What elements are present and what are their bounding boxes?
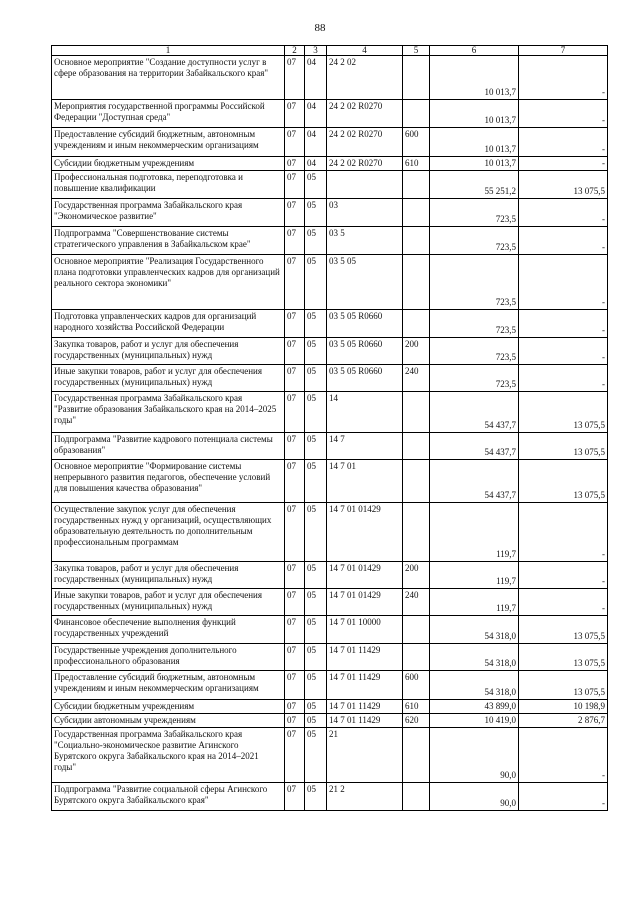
table-body [52, 46, 608, 811]
row-expense-type [403, 503, 430, 562]
row-expense-type [403, 100, 430, 128]
row-amount: 90,0 [430, 728, 519, 783]
row-expense-type [403, 392, 430, 433]
table-row [52, 227, 608, 255]
row-amount: 723,5 [430, 255, 519, 310]
row-section: 07 [285, 365, 305, 392]
row-section: 07 [285, 171, 305, 199]
row-amount: 54 318,0 [430, 671, 519, 700]
row-name: Профессиональная подготовка, переподготовка и повышение квалификации [52, 171, 285, 199]
row-amount: 10 013,7 [430, 100, 519, 128]
table-row [52, 616, 608, 644]
row-subvention: - [519, 199, 608, 227]
column-header: 3 [305, 46, 327, 56]
row-target-code: 24 2 02 R0270 [327, 128, 403, 157]
row-name: Субсидии автономным учреждениям [52, 714, 285, 728]
row-name: Субсидии бюджетным учреждениям [52, 700, 285, 714]
row-target-code: 24 2 02 [327, 56, 403, 100]
row-target-code: 03 [327, 199, 403, 227]
page-number: 88 [314, 22, 326, 34]
row-target-code [327, 171, 403, 199]
row-subvention: - [519, 589, 608, 616]
row-subvention: 13 075,5 [519, 171, 608, 199]
row-section: 07 [285, 714, 305, 728]
row-name: Закупка товаров, работ и услуг для обеспечения государственных (муниципальных) нужд [52, 562, 285, 589]
row-target-code: 03 5 05 R0660 [327, 338, 403, 365]
row-name: Иные закупки товаров, работ и услуг для обеспечения государственных (муниципальных) нужд [52, 589, 285, 616]
row-target-code: 21 2 [327, 783, 403, 811]
row-amount: 10 013,7 [430, 56, 519, 100]
row-expense-type: 200 [403, 562, 430, 589]
row-subsection: 05 [305, 700, 327, 714]
row-target-code: 14 7 01 01429 [327, 503, 403, 562]
row-subsection: 05 [305, 562, 327, 589]
column-header-row [52, 46, 608, 56]
row-section: 07 [285, 128, 305, 157]
row-amount: 90,0 [430, 783, 519, 811]
row-subsection: 04 [305, 100, 327, 128]
row-amount: 43 899,0 [430, 700, 519, 714]
row-subvention: - [519, 338, 608, 365]
table-row [52, 589, 608, 616]
table-row [52, 728, 608, 783]
row-name: Государственная программа Забайкальского края "Социально-экономическое развитие Агинского Бурятского округа Забайкальского края на 2014–2021 годы" [52, 728, 285, 783]
row-section: 07 [285, 562, 305, 589]
row-amount: 119,7 [430, 589, 519, 616]
row-target-code: 24 2 02 R0270 [327, 100, 403, 128]
column-header: 5 [403, 46, 430, 56]
row-section: 07 [285, 671, 305, 700]
table-row [52, 56, 608, 100]
row-amount: 10 013,7 [430, 157, 519, 171]
row-expense-type: 620 [403, 714, 430, 728]
table-row [52, 100, 608, 128]
row-target-code: 14 7 01 01429 [327, 562, 403, 589]
row-subvention: 13 075,5 [519, 460, 608, 503]
row-subsection: 05 [305, 227, 327, 255]
row-section: 07 [285, 644, 305, 671]
row-section: 07 [285, 100, 305, 128]
row-subvention: 2 876,7 [519, 714, 608, 728]
column-header: 2 [285, 46, 305, 56]
row-subsection: 05 [305, 433, 327, 460]
row-subvention: - [519, 227, 608, 255]
row-amount: 55 251,2 [430, 171, 519, 199]
row-name: Предоставление субсидий бюджетным, автономным учреждениям и иным некоммерческим организациям [52, 128, 285, 157]
column-header: 6 [430, 46, 519, 56]
table-row [52, 562, 608, 589]
row-subvention: 10 198,9 [519, 700, 608, 714]
table-row [52, 338, 608, 365]
row-subvention: 13 075,5 [519, 671, 608, 700]
row-name: Государственная программа Забайкальского края "Развитие образования Забайкальского края на 2014–2025 годы" [52, 392, 285, 433]
row-subsection: 05 [305, 171, 327, 199]
row-subvention: - [519, 503, 608, 562]
row-amount: 54 437,7 [430, 460, 519, 503]
row-section: 07 [285, 503, 305, 562]
row-subvention: - [519, 728, 608, 783]
row-expense-type: 240 [403, 589, 430, 616]
table-row [52, 171, 608, 199]
row-section: 07 [285, 700, 305, 714]
row-subvention: 13 075,5 [519, 644, 608, 671]
row-name: Финансовое обеспечение выполнения функций государственных учреждений [52, 616, 285, 644]
table-row [52, 392, 608, 433]
row-name: Подпрограмма "Совершенствование системы стратегического управления в Забайкальском крае" [52, 227, 285, 255]
row-section: 07 [285, 616, 305, 644]
row-subvention: 13 075,5 [519, 433, 608, 460]
row-section: 07 [285, 589, 305, 616]
row-amount: 119,7 [430, 503, 519, 562]
column-header: 1 [52, 46, 285, 56]
row-section: 07 [285, 783, 305, 811]
row-subsection: 05 [305, 589, 327, 616]
row-section: 07 [285, 460, 305, 503]
row-expense-type [403, 255, 430, 310]
row-subsection: 05 [305, 199, 327, 227]
table-row [52, 714, 608, 728]
row-subsection: 05 [305, 503, 327, 562]
row-subsection: 05 [305, 728, 327, 783]
row-subsection: 04 [305, 56, 327, 100]
row-amount: 723,5 [430, 227, 519, 255]
row-target-code: 14 7 01 11429 [327, 714, 403, 728]
table-row [52, 310, 608, 338]
row-subvention: 13 075,5 [519, 392, 608, 433]
row-subsection: 05 [305, 310, 327, 338]
row-section: 07 [285, 728, 305, 783]
row-section: 07 [285, 199, 305, 227]
row-expense-type [403, 310, 430, 338]
row-subvention: - [519, 56, 608, 100]
row-amount: 54 437,7 [430, 392, 519, 433]
row-target-code: 03 5 05 R0660 [327, 365, 403, 392]
row-section: 07 [285, 338, 305, 365]
row-subsection: 05 [305, 460, 327, 503]
row-subsection: 05 [305, 338, 327, 365]
row-name: Подготовка управленческих кадров для организаций народного хозяйства Российской Федерации [52, 310, 285, 338]
row-section: 07 [285, 255, 305, 310]
row-amount: 54 437,7 [430, 433, 519, 460]
row-expense-type [403, 644, 430, 671]
row-subvention: - [519, 157, 608, 171]
row-target-code: 14 7 01 11429 [327, 700, 403, 714]
row-target-code: 03 5 [327, 227, 403, 255]
table-row [52, 644, 608, 671]
row-amount: 10 013,7 [430, 128, 519, 157]
row-amount: 54 318,0 [430, 616, 519, 644]
row-name: Основное мероприятие "Реализация Государственного плана подготовки управленческих кадров для организаций реального сектора экономики" [52, 255, 285, 310]
table-row [52, 128, 608, 157]
row-expense-type [403, 460, 430, 503]
table-row [52, 255, 608, 310]
column-header: 4 [327, 46, 403, 56]
row-amount: 119,7 [430, 562, 519, 589]
row-target-code: 14 7 [327, 433, 403, 460]
row-amount: 54 318,0 [430, 644, 519, 671]
row-subsection: 05 [305, 783, 327, 811]
row-target-code: 03 5 05 R0660 [327, 310, 403, 338]
row-name: Подпрограмма "Развитие социальной сферы Агинского Бурятского округа Забайкальского края" [52, 783, 285, 811]
table-row [52, 199, 608, 227]
row-subsection: 05 [305, 365, 327, 392]
budget-table [51, 45, 608, 811]
table-row [52, 700, 608, 714]
row-section: 07 [285, 56, 305, 100]
row-section: 07 [285, 227, 305, 255]
row-name: Иные закупки товаров, работ и услуг для обеспечения государственных (муниципальных) нужд [52, 365, 285, 392]
row-expense-type: 610 [403, 157, 430, 171]
row-amount: 723,5 [430, 199, 519, 227]
table-row [52, 783, 608, 811]
table-row [52, 433, 608, 460]
row-subsection: 05 [305, 644, 327, 671]
row-subvention: - [519, 783, 608, 811]
row-target-code: 03 5 05 [327, 255, 403, 310]
row-subsection: 05 [305, 714, 327, 728]
row-section: 07 [285, 433, 305, 460]
row-name: Осуществление закупок услуг для обеспечения государственных нужд у организаций, осуществляющих образовательную деятельность по дополнительным профессиональным программам [52, 503, 285, 562]
row-subvention: - [519, 128, 608, 157]
row-subsection: 04 [305, 157, 327, 171]
row-expense-type: 200 [403, 338, 430, 365]
row-amount: 723,5 [430, 365, 519, 392]
row-expense-type: 610 [403, 700, 430, 714]
row-expense-type [403, 616, 430, 644]
row-target-code: 24 2 02 R0270 [327, 157, 403, 171]
row-name: Предоставление субсидий бюджетным, автономным учреждениям и иным некоммерческим организациям [52, 671, 285, 700]
row-expense-type: 600 [403, 671, 430, 700]
row-expense-type [403, 728, 430, 783]
row-name: Основное мероприятие "Формирование системы непрерывного развития педагогов, обеспечение условий для повышения качества образования" [52, 460, 285, 503]
row-expense-type [403, 56, 430, 100]
row-amount: 10 419,0 [430, 714, 519, 728]
row-name: Подпрограмма "Развитие кадрового потенциала системы образования" [52, 433, 285, 460]
row-section: 07 [285, 310, 305, 338]
row-section: 07 [285, 392, 305, 433]
row-name: Субсидии бюджетным учреждениям [52, 157, 285, 171]
row-amount: 723,5 [430, 310, 519, 338]
row-subvention: - [519, 365, 608, 392]
row-expense-type [403, 783, 430, 811]
row-subsection: 05 [305, 671, 327, 700]
row-name: Мероприятия государственной программы Российской Федерации "Доступная среда" [52, 100, 285, 128]
table-row [52, 503, 608, 562]
row-expense-type [403, 171, 430, 199]
row-name: Закупка товаров, работ и услуг для обеспечения государственных (муниципальных) нужд [52, 338, 285, 365]
row-expense-type: 240 [403, 365, 430, 392]
row-subvention: - [519, 310, 608, 338]
row-target-code: 14 7 01 11429 [327, 671, 403, 700]
row-amount: 723,5 [430, 338, 519, 365]
row-target-code: 21 [327, 728, 403, 783]
row-name: Государственная программа Забайкальского края "Экономическое развитие" [52, 199, 285, 227]
column-header: 7 [519, 46, 608, 56]
row-expense-type [403, 199, 430, 227]
row-subsection: 05 [305, 255, 327, 310]
row-expense-type [403, 433, 430, 460]
row-name: Основное мероприятие "Создание доступности услуг в сфере образования на территории Забайкальского края" [52, 56, 285, 100]
row-expense-type [403, 227, 430, 255]
row-subsection: 05 [305, 392, 327, 433]
row-expense-type: 600 [403, 128, 430, 157]
row-name: Государственные учреждения дополнительного профессионального образования [52, 644, 285, 671]
row-subvention: 13 075,5 [519, 616, 608, 644]
row-subvention: - [519, 562, 608, 589]
table-row [52, 157, 608, 171]
row-section: 07 [285, 157, 305, 171]
row-target-code: 14 7 01 11429 [327, 644, 403, 671]
row-target-code: 14 7 01 01429 [327, 589, 403, 616]
row-subsection: 04 [305, 128, 327, 157]
table-row [52, 460, 608, 503]
row-target-code: 14 7 01 10000 [327, 616, 403, 644]
row-subvention: - [519, 100, 608, 128]
table-row [52, 671, 608, 700]
row-subsection: 05 [305, 616, 327, 644]
row-target-code: 14 [327, 392, 403, 433]
row-subvention: - [519, 255, 608, 310]
row-target-code: 14 7 01 [327, 460, 403, 503]
table-row [52, 365, 608, 392]
